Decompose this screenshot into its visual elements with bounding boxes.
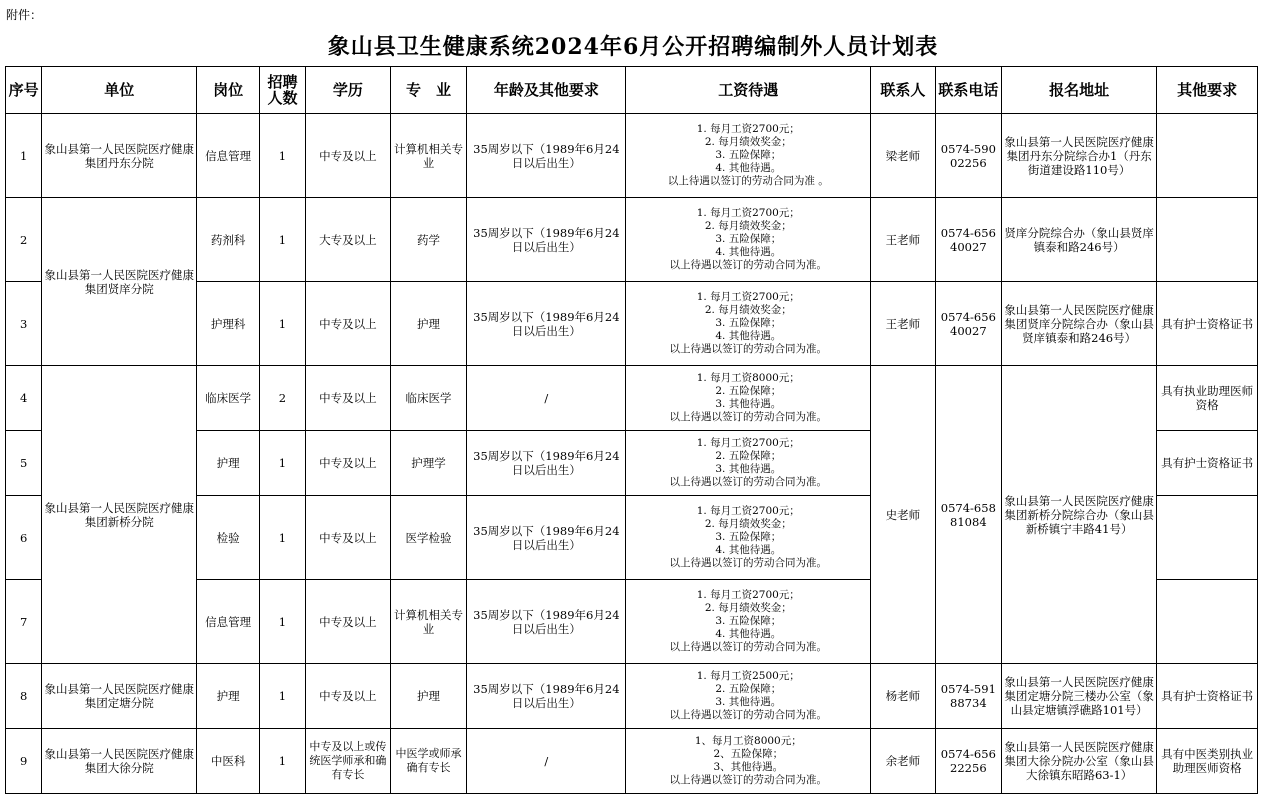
cell-pay [626, 729, 871, 794]
cell-no: 7 [6, 580, 42, 664]
cell-post: 护理科 [197, 282, 259, 366]
cell-addr: 象山县第一人民医院医疗健康集团丹东分院综合办1（丹东街道建设路110号） [1002, 114, 1157, 198]
pay-line: 以上待遇以签订的劳动合同为准 。 [667, 175, 829, 187]
cell-unit: 象山县第一人民医院医疗健康集团新桥分院 [42, 366, 197, 664]
cell-age: 35周岁以下（1989年6月24日以后出生） [467, 496, 626, 580]
table-row [6, 366, 1258, 431]
pay-line: 以上待遇以签订的劳动合同为准。 [669, 557, 828, 569]
cell-count: 1 [259, 664, 305, 729]
cell-post: 药剂科 [197, 198, 259, 282]
cell-phone: 0574-65881084 [935, 366, 1001, 664]
cell-post: 护理 [197, 431, 259, 496]
cell-major: 计算机相关专业 [390, 114, 467, 198]
pay-line: 4. 其他待遇。 [715, 544, 782, 556]
cell-edu: 中专及以上 [306, 366, 391, 431]
cell-post: 临床医学 [197, 366, 259, 431]
pay-line: 以上待遇以签订的劳动合同为准。 [669, 476, 828, 488]
cell-edu: 大专及以上 [306, 198, 391, 282]
cell-contact: 王老师 [871, 282, 935, 366]
pay-line: 3. 五险保障； [715, 233, 782, 245]
pay-line: 1. 每月工资2700元； [696, 505, 800, 517]
cell-major: 临床医学 [390, 366, 467, 431]
cell-post: 信息管理 [197, 580, 259, 664]
cell-post: 护理 [197, 664, 259, 729]
cell-age: 35周岁以下（1989年6月24日以后出生） [467, 431, 626, 496]
cell-phone: 0574-59188734 [935, 664, 1001, 729]
pay-line: 3. 其他待遇。 [715, 463, 782, 475]
pay-line: 2. 每月绩效奖金； [704, 220, 792, 232]
cell-age: 35周岁以下（1989年6月24日以后出生） [467, 580, 626, 664]
pay-line: 1. 每月工资2700元； [696, 437, 800, 449]
cell-edu: 中专及以上 [306, 431, 391, 496]
cell-phone: 0574-65622256 [935, 729, 1001, 794]
cell-other: 具有护士资格证书 [1157, 282, 1258, 366]
cell-addr: 象山县第一人民医院医疗健康集团定塘分院三楼办公室（象山县定塘镇浮礁路101号） [1002, 664, 1157, 729]
cell-no: 1 [6, 114, 42, 198]
cell-major: 药学 [390, 198, 467, 282]
pay-line: 3. 五险保障； [715, 615, 782, 627]
header-age: 年龄及其他要求 [467, 67, 626, 114]
header-edu: 学历 [306, 67, 391, 114]
cell-age: / [467, 729, 626, 794]
cell-post: 检验 [197, 496, 259, 580]
header-contact: 联系人 [871, 67, 935, 114]
cell-pay [626, 282, 871, 366]
pay-line: 以上待遇以签订的劳动合同为准。 [669, 641, 828, 653]
cell-count: 1 [259, 431, 305, 496]
cell-post: 中医科 [197, 729, 259, 794]
cell-other: 具有护士资格证书 [1157, 664, 1258, 729]
cell-pay [626, 664, 871, 729]
cell-major: 护理学 [390, 431, 467, 496]
cell-addr: 象山县第一人民医院医疗健康集团大徐分院办公室（象山县大徐镇东昭路63-1） [1002, 729, 1157, 794]
cell-count: 1 [259, 114, 305, 198]
cell-age: 35周岁以下（1989年6月24日以后出生） [467, 664, 626, 729]
pay-line: 1. 每月工资2700元； [696, 123, 800, 135]
header-major: 专 业 [390, 67, 467, 114]
cell-count: 1 [259, 496, 305, 580]
cell-count: 1 [259, 729, 305, 794]
pay-line: 以上待遇以签订的劳动合同为准。 [669, 774, 828, 786]
cell-edu: 中专及以上 [306, 282, 391, 366]
cell-edu: 中专及以上 [306, 580, 391, 664]
table-row [6, 198, 1258, 282]
cell-addr: 象山县第一人民医院医疗健康集团新桥分院综合办（象山县新桥镇宁丰路41号） [1002, 366, 1157, 664]
cell-major: 中医学或师承确有专长 [390, 729, 467, 794]
pay-line: 2、五险保障； [713, 748, 784, 760]
header-unit: 单位 [42, 67, 197, 114]
attachment-label: 附件： [6, 8, 43, 22]
cell-contact: 史老师 [871, 366, 935, 664]
pay-line: 以上待遇以签订的劳动合同为准。 [669, 709, 828, 721]
header-other: 其他要求 [1157, 67, 1258, 114]
cell-addr: 贤庠分院综合办（象山县贤庠镇泰和路246号） [1002, 198, 1157, 282]
page-title: 象山县卫生健康系统2024年6月公开招聘编制外人员计划表 [327, 34, 939, 60]
cell-edu: 中专及以上 [306, 664, 391, 729]
pay-line: 3. 五险保障； [715, 317, 782, 329]
cell-pay [626, 496, 871, 580]
pay-line: 1. 每月工资8000元； [696, 372, 800, 384]
pay-line: 1. 每月工资2700元； [696, 207, 800, 219]
cell-pay [626, 431, 871, 496]
cell-count: 1 [259, 580, 305, 664]
pay-line: 3. 五险保障； [715, 149, 782, 161]
cell-other [1157, 496, 1258, 580]
pay-line: 4. 其他待遇。 [715, 162, 782, 174]
cell-major: 医学检验 [390, 496, 467, 580]
pay-line: 3、其他待遇。 [713, 761, 784, 773]
cell-contact: 梁老师 [871, 114, 935, 198]
pay-line: 4. 其他待遇。 [715, 246, 782, 258]
cell-pay [626, 198, 871, 282]
pay-line: 1、每月工资8000元； [694, 735, 802, 747]
recruitment-table [5, 66, 1258, 794]
header-pay: 工资待遇 [626, 67, 871, 114]
cell-pay [626, 366, 871, 431]
pay-line: 以上待遇以签订的劳动合同为准。 [669, 411, 828, 423]
cell-contact: 杨老师 [871, 664, 935, 729]
pay-line: 4. 其他待遇。 [715, 628, 782, 640]
cell-no: 9 [6, 729, 42, 794]
pay-line: 2. 每月绩效奖金； [704, 602, 792, 614]
cell-other [1157, 114, 1258, 198]
cell-pay [626, 580, 871, 664]
cell-contact: 余老师 [871, 729, 935, 794]
cell-pay [626, 114, 871, 198]
header-row [6, 67, 1258, 114]
cell-edu: 中专及以上 [306, 114, 391, 198]
pay-line: 2. 五险保障； [715, 683, 782, 695]
cell-addr: 象山县第一人民医院医疗健康集团贤庠分院综合办（象山县贤庠镇泰和路246号） [1002, 282, 1157, 366]
cell-no: 8 [6, 664, 42, 729]
cell-no: 4 [6, 366, 42, 431]
pay-line: 2. 五险保障； [715, 385, 782, 397]
cell-count: 1 [259, 198, 305, 282]
cell-unit: 象山县第一人民医院医疗健康集团丹东分院 [42, 114, 197, 198]
cell-age: 35周岁以下（1989年6月24日以后出生） [467, 282, 626, 366]
header-count: 招聘人数 [259, 67, 305, 114]
cell-no: 6 [6, 496, 42, 580]
cell-post: 信息管理 [197, 114, 259, 198]
pay-line: 2. 每月绩效奖金； [704, 136, 792, 148]
cell-phone: 0574-65640027 [935, 198, 1001, 282]
pay-line: 1. 每月工资2700元； [696, 589, 800, 601]
pay-line: 3. 其他待遇。 [715, 398, 782, 410]
cell-contact: 王老师 [871, 198, 935, 282]
pay-line: 以上待遇以签订的劳动合同为准。 [669, 343, 828, 355]
pay-line: 以上待遇以签订的劳动合同为准。 [669, 259, 828, 271]
cell-count: 1 [259, 282, 305, 366]
pay-line: 3. 五险保障； [715, 531, 782, 543]
cell-major: 计算机相关专业 [390, 580, 467, 664]
cell-no: 5 [6, 431, 42, 496]
header-addr: 报名地址 [1002, 67, 1157, 114]
table-row [6, 729, 1258, 794]
cell-other [1157, 580, 1258, 664]
cell-other: 具有护士资格证书 [1157, 431, 1258, 496]
cell-other: 具有中医类别执业助理医师资格 [1157, 729, 1258, 794]
cell-unit: 象山县第一人民医院医疗健康集团大徐分院 [42, 729, 197, 794]
cell-other: 具有执业助理医师资格 [1157, 366, 1258, 431]
cell-major: 护理 [390, 664, 467, 729]
cell-no: 3 [6, 282, 42, 366]
cell-major: 护理 [390, 282, 467, 366]
cell-edu: 中专及以上 [306, 496, 391, 580]
pay-line: 1. 每月工资2700元； [696, 291, 800, 303]
cell-age: 35周岁以下（1989年6月24日以后出生） [467, 114, 626, 198]
cell-other [1157, 198, 1258, 282]
pay-line: 2. 每月绩效奖金； [704, 518, 792, 530]
table-row [6, 664, 1258, 729]
cell-count: 2 [259, 366, 305, 431]
cell-age: / [467, 366, 626, 431]
cell-phone: 0574-65640027 [935, 282, 1001, 366]
header-post: 岗位 [197, 67, 259, 114]
cell-unit: 象山县第一人民医院医疗健康集团贤庠分院 [42, 198, 197, 366]
pay-line: 1. 每月工资2500元； [696, 670, 800, 682]
pay-line: 2. 每月绩效奖金； [704, 304, 792, 316]
header-phone: 联系电话 [935, 67, 1001, 114]
cell-edu: 中专及以上或传统医学师承和确有专长 [306, 729, 391, 794]
pay-line: 4. 其他待遇。 [715, 330, 782, 342]
header-no: 序号 [6, 67, 42, 114]
table-row [6, 114, 1258, 198]
pay-line: 3. 其他待遇。 [715, 696, 782, 708]
cell-no: 2 [6, 198, 42, 282]
cell-unit: 象山县第一人民医院医疗健康集团定塘分院 [42, 664, 197, 729]
cell-phone: 0574-59002256 [935, 114, 1001, 198]
pay-line: 2. 五险保障； [715, 450, 782, 462]
cell-age: 35周岁以下（1989年6月24日以后出生） [467, 198, 626, 282]
